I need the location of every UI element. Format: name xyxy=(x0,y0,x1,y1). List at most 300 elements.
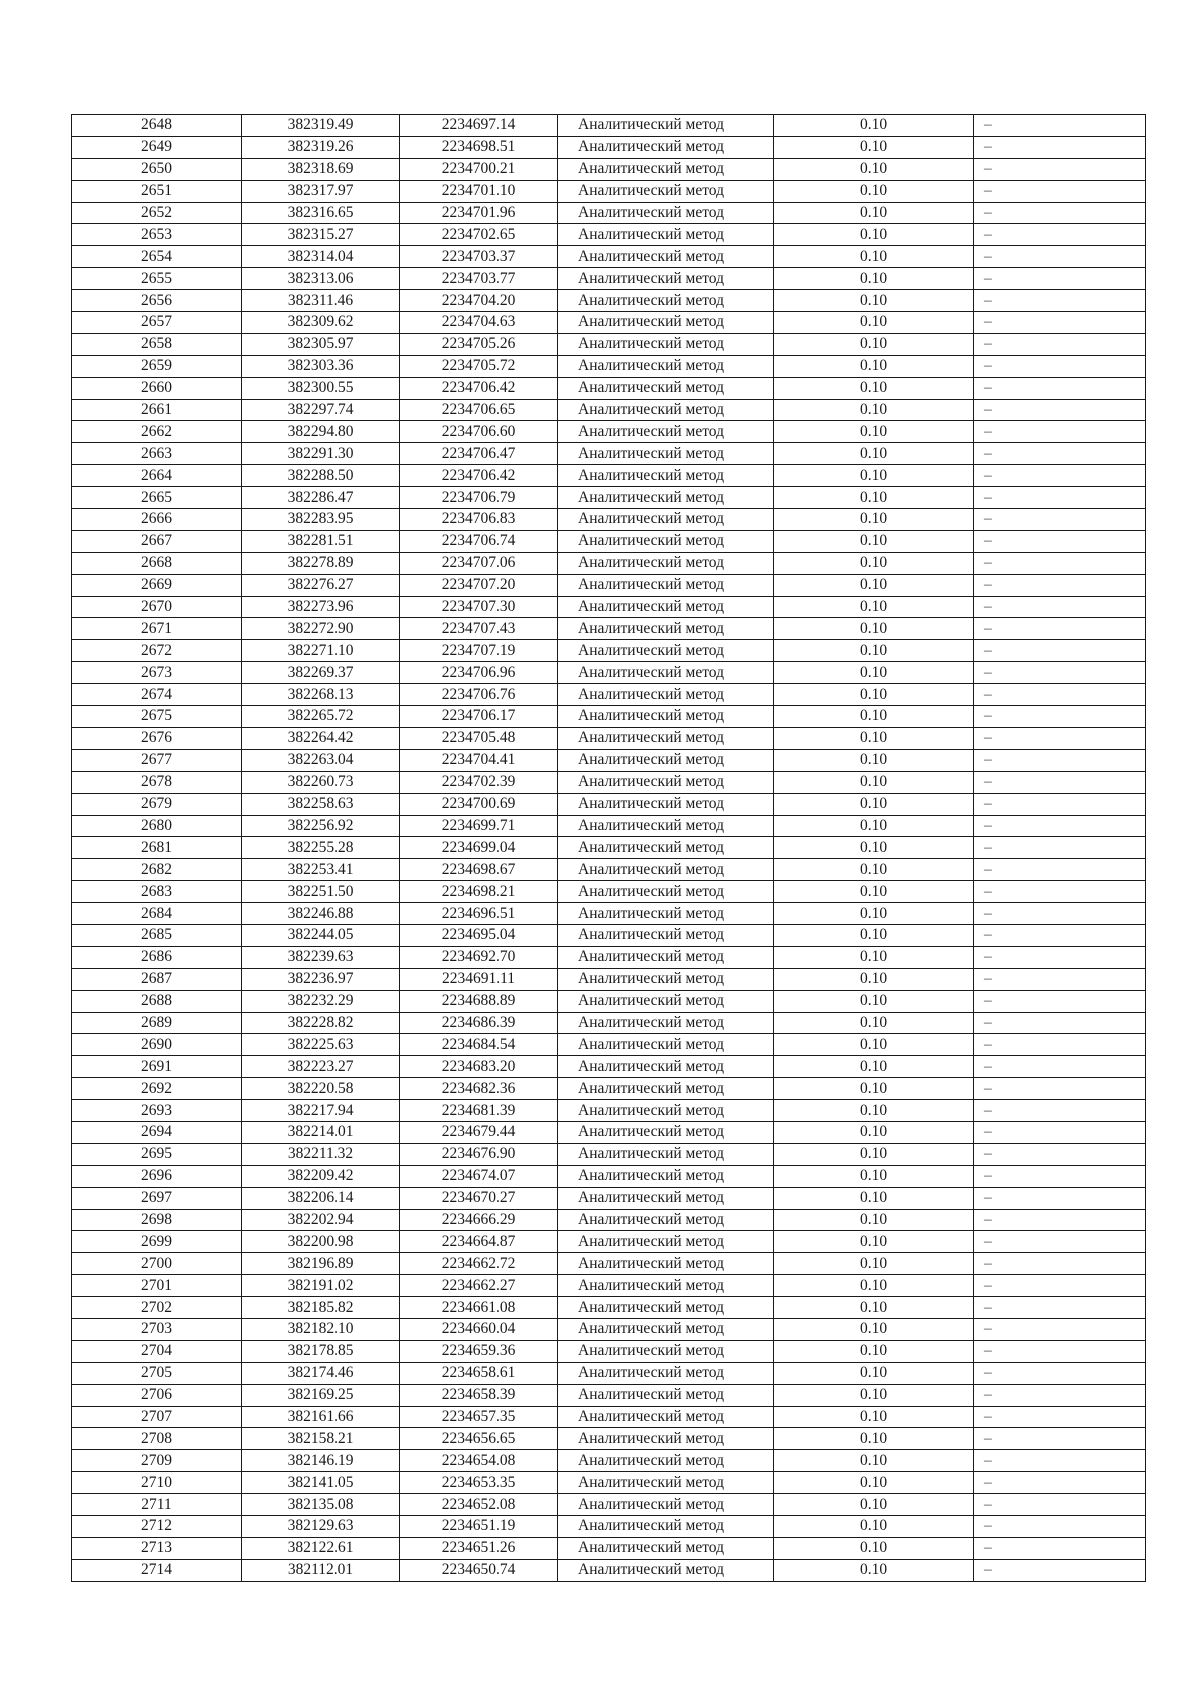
point-number-cell: 2707 xyxy=(72,1406,242,1428)
y-coordinate-cell: 2234662.27 xyxy=(400,1275,558,1297)
method-cell: Аналитический метод xyxy=(558,1494,774,1516)
point-number-cell: 2689 xyxy=(72,1012,242,1034)
note-cell: – xyxy=(974,1275,1146,1297)
method-cell: Аналитический метод xyxy=(558,815,774,837)
method-cell: Аналитический метод xyxy=(558,837,774,859)
y-coordinate-cell: 2234651.26 xyxy=(400,1537,558,1559)
accuracy-cell: 0.10 xyxy=(774,509,974,531)
y-coordinate-cell: 2234659.36 xyxy=(400,1340,558,1362)
accuracy-cell: 0.10 xyxy=(774,684,974,706)
accuracy-cell: 0.10 xyxy=(774,202,974,224)
note-cell: – xyxy=(974,465,1146,487)
x-coordinate-cell: 382228.82 xyxy=(242,1012,400,1034)
method-cell: Аналитический метод xyxy=(558,1450,774,1472)
table-row xyxy=(72,530,1146,552)
y-coordinate-cell: 2234699.04 xyxy=(400,837,558,859)
point-number-cell: 2677 xyxy=(72,749,242,771)
x-coordinate-cell: 382211.32 xyxy=(242,1143,400,1165)
method-cell: Аналитический метод xyxy=(558,640,774,662)
point-number-cell: 2660 xyxy=(72,377,242,399)
x-coordinate-cell: 382278.89 xyxy=(242,552,400,574)
note-cell: – xyxy=(974,158,1146,180)
accuracy-cell: 0.10 xyxy=(774,946,974,968)
x-coordinate-cell: 382214.01 xyxy=(242,1121,400,1143)
method-cell: Аналитический метод xyxy=(558,530,774,552)
method-cell: Аналитический метод xyxy=(558,749,774,771)
x-coordinate-cell: 382141.05 xyxy=(242,1472,400,1494)
point-number-cell: 2671 xyxy=(72,618,242,640)
table-row xyxy=(72,1121,1146,1143)
method-cell: Аналитический метод xyxy=(558,903,774,925)
accuracy-cell: 0.10 xyxy=(774,903,974,925)
accuracy-cell: 0.10 xyxy=(774,1537,974,1559)
method-cell: Аналитический метод xyxy=(558,1340,774,1362)
accuracy-cell: 0.10 xyxy=(774,859,974,881)
point-number-cell: 2713 xyxy=(72,1537,242,1559)
x-coordinate-cell: 382303.36 xyxy=(242,355,400,377)
table-row xyxy=(72,749,1146,771)
method-cell: Аналитический метод xyxy=(558,618,774,640)
accuracy-cell: 0.10 xyxy=(774,443,974,465)
point-number-cell: 2695 xyxy=(72,1143,242,1165)
point-number-cell: 2683 xyxy=(72,881,242,903)
accuracy-cell: 0.10 xyxy=(774,1187,974,1209)
table-row xyxy=(72,1056,1146,1078)
method-cell: Аналитический метод xyxy=(558,1143,774,1165)
table-row xyxy=(72,640,1146,662)
y-coordinate-cell: 2234706.42 xyxy=(400,465,558,487)
note-cell: – xyxy=(974,1384,1146,1406)
point-number-cell: 2650 xyxy=(72,158,242,180)
accuracy-cell: 0.10 xyxy=(774,596,974,618)
table-row xyxy=(72,136,1146,158)
y-coordinate-cell: 2234701.96 xyxy=(400,202,558,224)
method-cell: Аналитический метод xyxy=(558,1472,774,1494)
y-coordinate-cell: 2234650.74 xyxy=(400,1559,558,1581)
x-coordinate-cell: 382264.42 xyxy=(242,727,400,749)
y-coordinate-cell: 2234684.54 xyxy=(400,1034,558,1056)
y-coordinate-cell: 2234705.26 xyxy=(400,333,558,355)
note-cell: – xyxy=(974,377,1146,399)
point-number-cell: 2706 xyxy=(72,1384,242,1406)
method-cell: Аналитический метод xyxy=(558,596,774,618)
method-cell: Аналитический метод xyxy=(558,771,774,793)
method-cell: Аналитический метод xyxy=(558,1362,774,1384)
x-coordinate-cell: 382223.27 xyxy=(242,1056,400,1078)
point-number-cell: 2657 xyxy=(72,312,242,334)
x-coordinate-cell: 382185.82 xyxy=(242,1297,400,1319)
x-coordinate-cell: 382174.46 xyxy=(242,1362,400,1384)
accuracy-cell: 0.10 xyxy=(774,706,974,728)
note-cell: – xyxy=(974,903,1146,925)
x-coordinate-cell: 382217.94 xyxy=(242,1100,400,1122)
y-coordinate-cell: 2234670.27 xyxy=(400,1187,558,1209)
point-number-cell: 2679 xyxy=(72,793,242,815)
table-row xyxy=(72,771,1146,793)
y-coordinate-cell: 2234654.08 xyxy=(400,1450,558,1472)
y-coordinate-cell: 2234704.20 xyxy=(400,290,558,312)
table-row xyxy=(72,1362,1146,1384)
table-row xyxy=(72,1472,1146,1494)
note-cell: – xyxy=(974,1165,1146,1187)
accuracy-cell: 0.10 xyxy=(774,1253,974,1275)
method-cell: Аналитический метод xyxy=(558,1034,774,1056)
y-coordinate-cell: 2234688.89 xyxy=(400,990,558,1012)
accuracy-cell: 0.10 xyxy=(774,1143,974,1165)
accuracy-cell: 0.10 xyxy=(774,1231,974,1253)
note-cell: – xyxy=(974,399,1146,421)
accuracy-cell: 0.10 xyxy=(774,1034,974,1056)
x-coordinate-cell: 382122.61 xyxy=(242,1537,400,1559)
accuracy-cell: 0.10 xyxy=(774,924,974,946)
y-coordinate-cell: 2234657.35 xyxy=(400,1406,558,1428)
y-coordinate-cell: 2234696.51 xyxy=(400,903,558,925)
method-cell: Аналитический метод xyxy=(558,333,774,355)
method-cell: Аналитический метод xyxy=(558,180,774,202)
x-coordinate-cell: 382253.41 xyxy=(242,859,400,881)
accuracy-cell: 0.10 xyxy=(774,1340,974,1362)
accuracy-cell: 0.10 xyxy=(774,377,974,399)
note-cell: – xyxy=(974,596,1146,618)
y-coordinate-cell: 2234681.39 xyxy=(400,1100,558,1122)
table-row xyxy=(72,574,1146,596)
note-cell: – xyxy=(974,333,1146,355)
note-cell: – xyxy=(974,749,1146,771)
point-number-cell: 2653 xyxy=(72,224,242,246)
point-number-cell: 2648 xyxy=(72,115,242,137)
accuracy-cell: 0.10 xyxy=(774,224,974,246)
note-cell: – xyxy=(974,1187,1146,1209)
method-cell: Аналитический метод xyxy=(558,202,774,224)
method-cell: Аналитический метод xyxy=(558,1231,774,1253)
y-coordinate-cell: 2234666.29 xyxy=(400,1209,558,1231)
note-cell: – xyxy=(974,574,1146,596)
accuracy-cell: 0.10 xyxy=(774,487,974,509)
accuracy-cell: 0.10 xyxy=(774,881,974,903)
accuracy-cell: 0.10 xyxy=(774,1078,974,1100)
accuracy-cell: 0.10 xyxy=(774,1318,974,1340)
method-cell: Аналитический метод xyxy=(558,377,774,399)
point-number-cell: 2669 xyxy=(72,574,242,596)
x-coordinate-cell: 382202.94 xyxy=(242,1209,400,1231)
method-cell: Аналитический метод xyxy=(558,268,774,290)
table-row xyxy=(72,1428,1146,1450)
point-number-cell: 2652 xyxy=(72,202,242,224)
point-number-cell: 2661 xyxy=(72,399,242,421)
table-row xyxy=(72,1209,1146,1231)
point-number-cell: 2708 xyxy=(72,1428,242,1450)
x-coordinate-cell: 382146.19 xyxy=(242,1450,400,1472)
point-number-cell: 2662 xyxy=(72,421,242,443)
table-row xyxy=(72,202,1146,224)
point-number-cell: 2704 xyxy=(72,1340,242,1362)
x-coordinate-cell: 382135.08 xyxy=(242,1494,400,1516)
note-cell: – xyxy=(974,924,1146,946)
x-coordinate-cell: 382273.96 xyxy=(242,596,400,618)
note-cell: – xyxy=(974,684,1146,706)
accuracy-cell: 0.10 xyxy=(774,355,974,377)
method-cell: Аналитический метод xyxy=(558,1537,774,1559)
method-cell: Аналитический метод xyxy=(558,1275,774,1297)
point-number-cell: 2667 xyxy=(72,530,242,552)
y-coordinate-cell: 2234660.04 xyxy=(400,1318,558,1340)
point-number-cell: 2694 xyxy=(72,1121,242,1143)
note-cell: – xyxy=(974,1100,1146,1122)
x-coordinate-cell: 382319.49 xyxy=(242,115,400,137)
note-cell: – xyxy=(974,1231,1146,1253)
method-cell: Аналитический метод xyxy=(558,1559,774,1581)
method-cell: Аналитический метод xyxy=(558,1056,774,1078)
method-cell: Аналитический метод xyxy=(558,662,774,684)
y-coordinate-cell: 2234692.70 xyxy=(400,946,558,968)
table-row xyxy=(72,946,1146,968)
y-coordinate-cell: 2234698.51 xyxy=(400,136,558,158)
x-coordinate-cell: 382294.80 xyxy=(242,421,400,443)
accuracy-cell: 0.10 xyxy=(774,333,974,355)
method-cell: Аналитический метод xyxy=(558,509,774,531)
point-number-cell: 2664 xyxy=(72,465,242,487)
note-cell: – xyxy=(974,1559,1146,1581)
accuracy-cell: 0.10 xyxy=(774,268,974,290)
note-cell: – xyxy=(974,290,1146,312)
accuracy-cell: 0.10 xyxy=(774,1362,974,1384)
point-number-cell: 2682 xyxy=(72,859,242,881)
accuracy-cell: 0.10 xyxy=(774,727,974,749)
note-cell: – xyxy=(974,1318,1146,1340)
table-row xyxy=(72,1450,1146,1472)
accuracy-cell: 0.10 xyxy=(774,421,974,443)
x-coordinate-cell: 382313.06 xyxy=(242,268,400,290)
table-row xyxy=(72,377,1146,399)
note-cell: – xyxy=(974,1297,1146,1319)
x-coordinate-cell: 382318.69 xyxy=(242,158,400,180)
x-coordinate-cell: 382209.42 xyxy=(242,1165,400,1187)
table-row xyxy=(72,1340,1146,1362)
accuracy-cell: 0.10 xyxy=(774,115,974,137)
accuracy-cell: 0.10 xyxy=(774,1428,974,1450)
table-row xyxy=(72,903,1146,925)
y-coordinate-cell: 2234707.43 xyxy=(400,618,558,640)
table-row xyxy=(72,509,1146,531)
y-coordinate-cell: 2234661.08 xyxy=(400,1297,558,1319)
table-row xyxy=(72,180,1146,202)
point-number-cell: 2668 xyxy=(72,552,242,574)
table-row xyxy=(72,312,1146,334)
table-row xyxy=(72,1078,1146,1100)
y-coordinate-cell: 2234706.76 xyxy=(400,684,558,706)
note-cell: – xyxy=(974,312,1146,334)
note-cell: – xyxy=(974,1143,1146,1165)
x-coordinate-cell: 382255.28 xyxy=(242,837,400,859)
note-cell: – xyxy=(974,509,1146,531)
accuracy-cell: 0.10 xyxy=(774,793,974,815)
accuracy-cell: 0.10 xyxy=(774,1472,974,1494)
accuracy-cell: 0.10 xyxy=(774,771,974,793)
y-coordinate-cell: 2234683.20 xyxy=(400,1056,558,1078)
accuracy-cell: 0.10 xyxy=(774,662,974,684)
note-cell: – xyxy=(974,115,1146,137)
y-coordinate-cell: 2234700.69 xyxy=(400,793,558,815)
table-row xyxy=(72,1494,1146,1516)
method-cell: Аналитический метод xyxy=(558,1121,774,1143)
y-coordinate-cell: 2234700.21 xyxy=(400,158,558,180)
point-number-cell: 2701 xyxy=(72,1275,242,1297)
x-coordinate-cell: 382225.63 xyxy=(242,1034,400,1056)
y-coordinate-cell: 2234705.48 xyxy=(400,727,558,749)
accuracy-cell: 0.10 xyxy=(774,990,974,1012)
accuracy-cell: 0.10 xyxy=(774,1384,974,1406)
x-coordinate-cell: 382297.74 xyxy=(242,399,400,421)
note-cell: – xyxy=(974,640,1146,662)
table-row xyxy=(72,333,1146,355)
accuracy-cell: 0.10 xyxy=(774,574,974,596)
accuracy-cell: 0.10 xyxy=(774,1100,974,1122)
note-cell: – xyxy=(974,771,1146,793)
note-cell: – xyxy=(974,727,1146,749)
method-cell: Аналитический метод xyxy=(558,924,774,946)
point-number-cell: 2651 xyxy=(72,180,242,202)
method-cell: Аналитический метод xyxy=(558,421,774,443)
table-row xyxy=(72,1275,1146,1297)
table-row xyxy=(72,1143,1146,1165)
note-cell: – xyxy=(974,1209,1146,1231)
table-row xyxy=(72,1297,1146,1319)
y-coordinate-cell: 2234707.30 xyxy=(400,596,558,618)
y-coordinate-cell: 2234679.44 xyxy=(400,1121,558,1143)
y-coordinate-cell: 2234664.87 xyxy=(400,1231,558,1253)
point-number-cell: 2673 xyxy=(72,662,242,684)
method-cell: Аналитический метод xyxy=(558,1165,774,1187)
x-coordinate-cell: 382286.47 xyxy=(242,487,400,509)
y-coordinate-cell: 2234656.65 xyxy=(400,1428,558,1450)
accuracy-cell: 0.10 xyxy=(774,246,974,268)
table-row xyxy=(72,115,1146,137)
x-coordinate-cell: 382158.21 xyxy=(242,1428,400,1450)
x-coordinate-cell: 382315.27 xyxy=(242,224,400,246)
y-coordinate-cell: 2234707.20 xyxy=(400,574,558,596)
x-coordinate-cell: 382239.63 xyxy=(242,946,400,968)
accuracy-cell: 0.10 xyxy=(774,1209,974,1231)
note-cell: – xyxy=(974,421,1146,443)
method-cell: Аналитический метод xyxy=(558,399,774,421)
y-coordinate-cell: 2234704.63 xyxy=(400,312,558,334)
note-cell: – xyxy=(974,1340,1146,1362)
y-coordinate-cell: 2234702.65 xyxy=(400,224,558,246)
table-row xyxy=(72,487,1146,509)
x-coordinate-cell: 382281.51 xyxy=(242,530,400,552)
point-number-cell: 2655 xyxy=(72,268,242,290)
method-cell: Аналитический метод xyxy=(558,465,774,487)
accuracy-cell: 0.10 xyxy=(774,158,974,180)
method-cell: Аналитический метод xyxy=(558,727,774,749)
table-row xyxy=(72,246,1146,268)
accuracy-cell: 0.10 xyxy=(774,1056,974,1078)
y-coordinate-cell: 2234706.79 xyxy=(400,487,558,509)
point-number-cell: 2688 xyxy=(72,990,242,1012)
x-coordinate-cell: 382288.50 xyxy=(242,465,400,487)
accuracy-cell: 0.10 xyxy=(774,1165,974,1187)
accuracy-cell: 0.10 xyxy=(774,1450,974,1472)
y-coordinate-cell: 2234697.14 xyxy=(400,115,558,137)
y-coordinate-cell: 2234703.77 xyxy=(400,268,558,290)
point-number-cell: 2711 xyxy=(72,1494,242,1516)
note-cell: – xyxy=(974,246,1146,268)
table-row xyxy=(72,706,1146,728)
method-cell: Аналитический метод xyxy=(558,574,774,596)
note-cell: – xyxy=(974,1253,1146,1275)
y-coordinate-cell: 2234652.08 xyxy=(400,1494,558,1516)
y-coordinate-cell: 2234702.39 xyxy=(400,771,558,793)
y-coordinate-cell: 2234707.19 xyxy=(400,640,558,662)
note-cell: – xyxy=(974,1034,1146,1056)
point-number-cell: 2654 xyxy=(72,246,242,268)
y-coordinate-cell: 2234651.19 xyxy=(400,1516,558,1538)
y-coordinate-cell: 2234686.39 xyxy=(400,1012,558,1034)
table-row xyxy=(72,1318,1146,1340)
table-row xyxy=(72,224,1146,246)
accuracy-cell: 0.10 xyxy=(774,1121,974,1143)
table-row xyxy=(72,290,1146,312)
method-cell: Аналитический метод xyxy=(558,1253,774,1275)
method-cell: Аналитический метод xyxy=(558,684,774,706)
x-coordinate-cell: 382314.04 xyxy=(242,246,400,268)
x-coordinate-cell: 382271.10 xyxy=(242,640,400,662)
table-row xyxy=(72,355,1146,377)
method-cell: Аналитический метод xyxy=(558,1297,774,1319)
method-cell: Аналитический метод xyxy=(558,487,774,509)
point-number-cell: 2697 xyxy=(72,1187,242,1209)
accuracy-cell: 0.10 xyxy=(774,640,974,662)
method-cell: Аналитический метод xyxy=(558,793,774,815)
note-cell: – xyxy=(974,1056,1146,1078)
point-number-cell: 2659 xyxy=(72,355,242,377)
x-coordinate-cell: 382246.88 xyxy=(242,903,400,925)
y-coordinate-cell: 2234706.17 xyxy=(400,706,558,728)
note-cell: – xyxy=(974,180,1146,202)
y-coordinate-cell: 2234676.90 xyxy=(400,1143,558,1165)
note-cell: – xyxy=(974,1406,1146,1428)
note-cell: – xyxy=(974,1494,1146,1516)
point-number-cell: 2687 xyxy=(72,968,242,990)
note-cell: – xyxy=(974,1121,1146,1143)
method-cell: Аналитический метод xyxy=(558,1187,774,1209)
point-number-cell: 2681 xyxy=(72,837,242,859)
table-row xyxy=(72,968,1146,990)
accuracy-cell: 0.10 xyxy=(774,290,974,312)
accuracy-cell: 0.10 xyxy=(774,180,974,202)
note-cell: – xyxy=(974,618,1146,640)
table-row xyxy=(72,421,1146,443)
note-cell: – xyxy=(974,487,1146,509)
table-row xyxy=(72,465,1146,487)
accuracy-cell: 0.10 xyxy=(774,312,974,334)
accuracy-cell: 0.10 xyxy=(774,1494,974,1516)
x-coordinate-cell: 382265.72 xyxy=(242,706,400,728)
y-coordinate-cell: 2234706.96 xyxy=(400,662,558,684)
y-coordinate-cell: 2234706.42 xyxy=(400,377,558,399)
table-row xyxy=(72,859,1146,881)
accuracy-cell: 0.10 xyxy=(774,136,974,158)
point-number-cell: 2712 xyxy=(72,1516,242,1538)
table-row xyxy=(72,1012,1146,1034)
y-coordinate-cell: 2234707.06 xyxy=(400,552,558,574)
x-coordinate-cell: 382161.66 xyxy=(242,1406,400,1428)
x-coordinate-cell: 382196.89 xyxy=(242,1253,400,1275)
table-row xyxy=(72,596,1146,618)
note-cell: – xyxy=(974,990,1146,1012)
note-cell: – xyxy=(974,706,1146,728)
x-coordinate-cell: 382169.25 xyxy=(242,1384,400,1406)
